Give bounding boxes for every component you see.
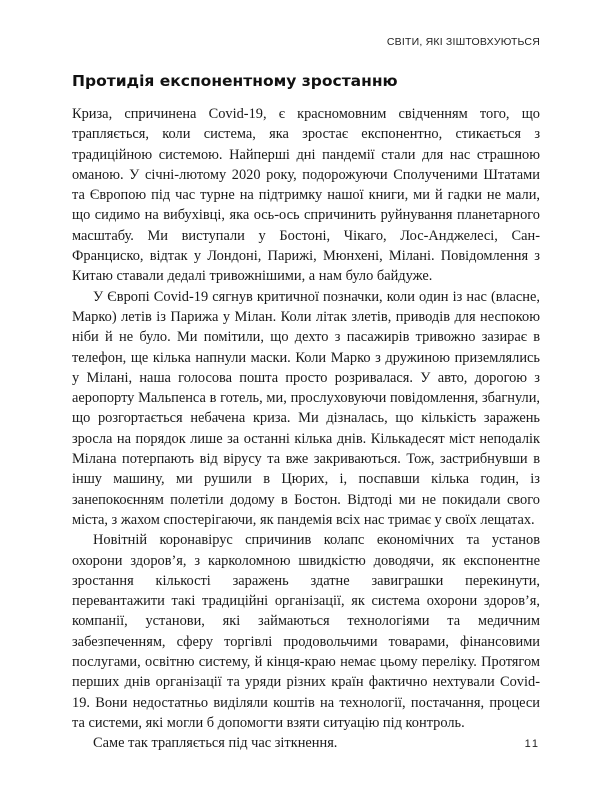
paragraph-3: Новітній коронавірус спричинив колапс економічних та установ охорони здоров’я, з карколомною швидкістю доводячи, як експонентне зростання кількості заражень здатне завиграшки перекинути, перевантажити такі традиційні організації, як система охорони здоров’я, компанії, установи, які займаються технологіями та медичним забезпеченням, сферу торгівлі продовольчими товарами, фінансовими послугами, освітню систему, й кінця-краю немає цьому переліку. Протягом перших днів організації та уряди різних країн фактично нехтували Covid-19. Вони недостатньо виділяли коштів на технології, постачання, процеси та системи, які могли б допомогти взяти ситуацію під контроль. <box>72 532 540 731</box>
paragraph-4: Саме так трапляється під час зіткнення. <box>93 735 338 752</box>
paragraph-2: У Європі Covid-19 сягнув критичної позначки, коли один із нас (власне, Марко) летів із Парижа у Мілан. Коли літак злетів, приводів для неспокою ніби й не було. Ми помітили, що дехто з пасажирів тривожно зазирає в телефон, ще кілька напнули маски. Коли Марко з дружиною приземлялись у Мілані, наша голосова пошта просто розривалася. У авто, дорогою з аеропорту Мальпенса в готель, ми, прослуховуючи повідомлення, збагнули, що розгортається небачена криза. Ми дізналась, що кількість заражень зросла на порядок лише за останні кілька днів. Кількадесят міст неподалік Мілана потерпають від вірусу та вже закриваються. Тож, застрибнувши в іншу машину, ми рушили в Цюрих, і, поспавши кілька годин, із занепокоєнням полетіли додому в Бостон. Відтоді ми не покидали свого міста, з жахом спостерігаючи, як пандемія всіх нас тримає у своїх лещатах. <box>72 288 540 528</box>
page-number: 11 <box>524 738 540 750</box>
body-text <box>72 104 540 754</box>
running-header: СВІТИ, ЯКІ ЗІШТОВХУЮТЬСЯ <box>386 36 540 48</box>
paragraph-1: Криза, спричинена Covid-19, є красномовним свідченням того, що трапляється, коли система, яка зростає експонентно, стикається з традиційною системою. Найперші дні пандемії стали для нас страшною оманою. У січні-лютому 2020 року, подорожуючи Сполученими Штатами та Європою під час турне на підтримку нашої книги, ми й гадки не мали, що сидимо на вибухівці, яка ось-ось спричинить руйнування планетарного масштабу. Ми виступали у Бостоні, Чікаго, Лос-Анджелесі, Сан-Франциско, відтак у Лондоні, Парижі, Мюнхені, Мілані. Повідомлення з Китаю ставали дедалі тривожнішими, а нам було байдуже. <box>72 106 540 285</box>
section-title: Протидія експонентному зростанню <box>72 72 398 90</box>
